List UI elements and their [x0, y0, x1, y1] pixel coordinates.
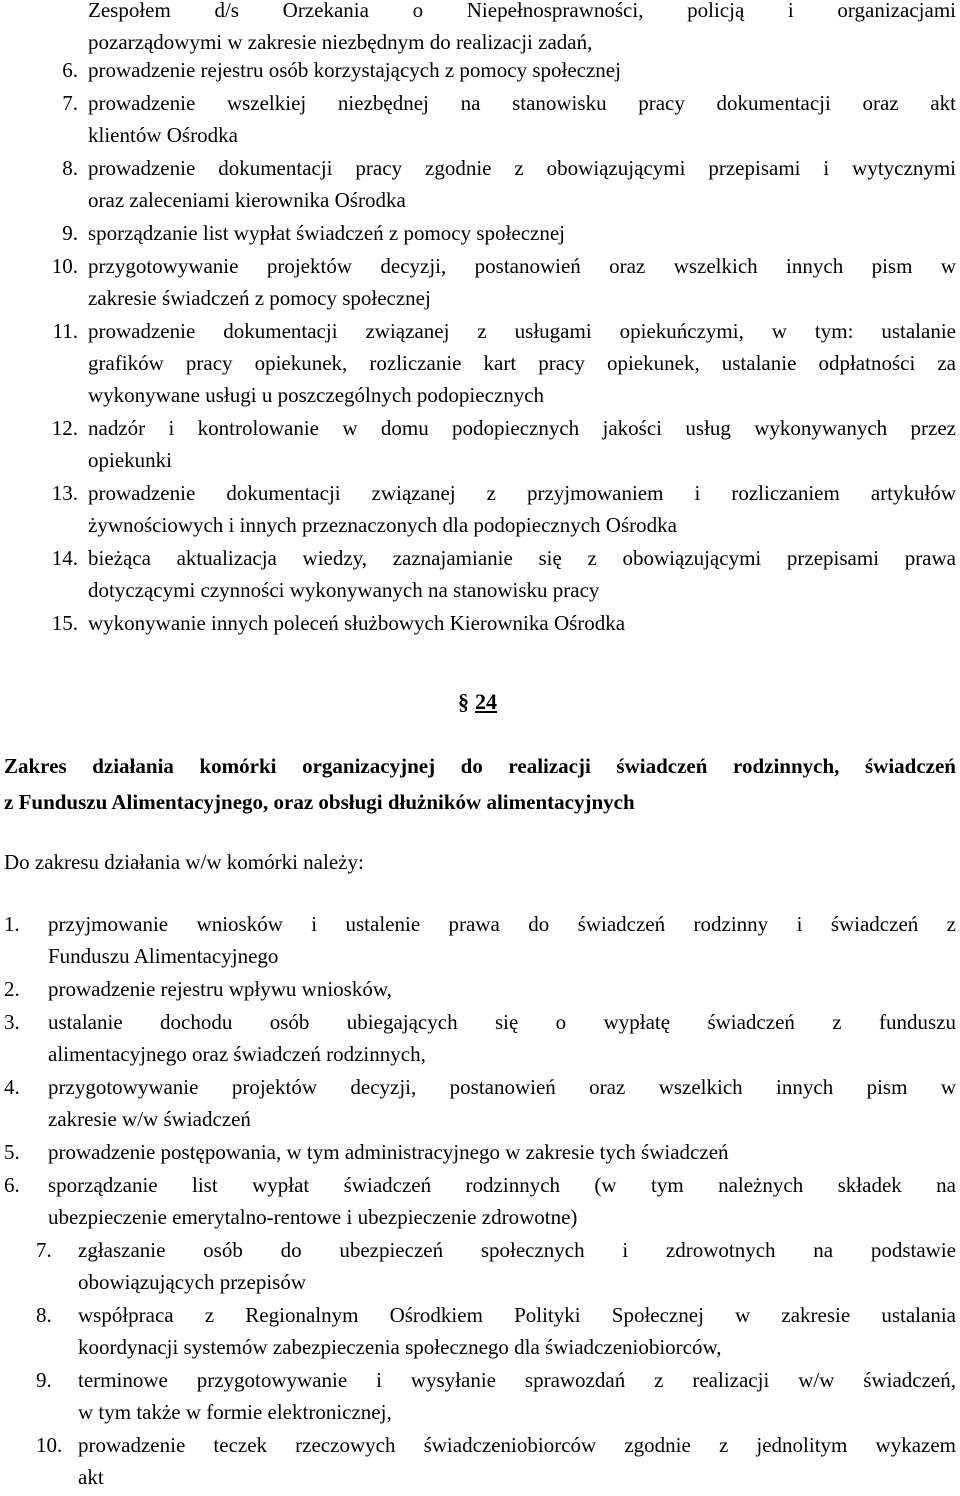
- list-item-line: sporządzanie list wypłat świadczeń z pomocy społecznej: [88, 221, 565, 245]
- list-item: [4, 1234, 956, 1298]
- intro-text: Do zakresu działania w/w komórki należy:: [4, 850, 364, 874]
- continuation-line: pozarządowymi w zakresie niezbędnym do realizacji zadań,: [88, 30, 593, 54]
- list-item-number-text: 4.: [4, 1075, 20, 1099]
- heading-line: Zakres działania komórki organizacyjnej do realizacji świadczeń rodzinnych, świadczeń: [4, 754, 956, 778]
- list-item-line: nadzór i kontrolowanie w domu podopiecznych jakości usług wykonywanych przez: [88, 416, 956, 440]
- list-item: [0, 315, 956, 411]
- list-item-text: [80, 217, 956, 249]
- list-item: [0, 412, 956, 476]
- list-item-number-text: 6.: [62, 58, 78, 82]
- continuation-paragraph: [88, 0, 956, 58]
- list-item-text: [80, 477, 956, 541]
- list-item: [0, 250, 956, 314]
- list-item-number-text: 2.: [4, 977, 20, 1001]
- list-item-line: bieżąca aktualizacja wiedzy, zaznajamianie się z obowiązującymi przepisami prawa: [88, 546, 956, 570]
- list-item-number: [4, 973, 48, 1005]
- list-item-line: obowiązujących przepisów: [78, 1270, 306, 1294]
- list-item-line: grafików pracy opiekunek, rozliczanie kart pracy opiekunek, ustalanie odpłatności za: [88, 351, 956, 375]
- list-item-line: zakresie świadczeń z pomocy społecznej: [88, 286, 431, 310]
- list-item: [0, 54, 956, 86]
- list-item-line: prowadzenie rejestru osób korzystających z pomocy społecznej: [88, 58, 621, 82]
- list-item-text: [80, 152, 956, 216]
- list-item-number: [4, 908, 48, 972]
- list-item-line: w tym także w formie elektronicznej,: [78, 1400, 392, 1424]
- list-item: [4, 908, 956, 972]
- list-item-text: [78, 1299, 956, 1363]
- list-item-line: sporządzanie list wypłat świadczeń rodzinnych (w tym należnych składek na: [48, 1173, 956, 1197]
- list-item-line: prowadzenie rejestru wpływu wniosków,: [48, 977, 392, 1001]
- list-item-number-text: 10.: [51, 254, 78, 278]
- list-item-text: [78, 1234, 956, 1298]
- list-item-text: [80, 412, 956, 476]
- list-item-number: [4, 1006, 48, 1070]
- list-item-line: terminowe przygotowywanie i wysyłanie sprawozdań z realizacji w/w świadczeń,: [78, 1368, 956, 1392]
- list-item: [0, 217, 956, 249]
- list-item-number-text: 5.: [4, 1140, 20, 1164]
- list-item-text: [80, 54, 956, 86]
- list-item-line: prowadzenie dokumentacji związanej z usługami opiekuńczymi, w tym: ustalanie: [88, 319, 956, 343]
- list-item-line: żywnościowych i innych przeznaczonych dla podopiecznych Ośrodka: [88, 513, 677, 537]
- list-item-line: zakresie w/w świadczeń: [48, 1107, 251, 1131]
- list-item-text: [78, 1429, 956, 1493]
- list-item: [0, 152, 956, 216]
- list-item: [4, 1299, 956, 1363]
- list-item-line: ubezpieczenie emerytalno-rentowe i ubezpieczenie zdrowotne): [48, 1205, 578, 1229]
- list-item-number-text: 12.: [51, 416, 78, 440]
- list-item-text: [80, 250, 956, 314]
- continuation-line: Zespołem d/s Orzekania o Niepełnosprawności, policją i organizacjami: [88, 0, 956, 22]
- list-item-line: akt: [78, 1465, 104, 1489]
- list-item-line: przygotowywanie projektów decyzji, postanowień oraz wszelkich innych pism w: [48, 1075, 956, 1099]
- list-item-number: [36, 1234, 78, 1298]
- list-item-line: alimentacyjnego oraz świadczeń rodzinnych,: [48, 1042, 426, 1066]
- list-item-text: [48, 1071, 956, 1135]
- list-item: [4, 1006, 956, 1070]
- list-item-number-text: 1.: [4, 912, 20, 936]
- list-item-number-text: 8.: [62, 156, 78, 180]
- list-item: [0, 477, 956, 541]
- list-item-line: oraz zaleceniami kierownika Ośrodka: [88, 188, 406, 212]
- list-item: [4, 1429, 956, 1493]
- list-item-line: prowadzenie dokumentacji związanej z przyjmowaniem i rozliczaniem artykułów: [88, 481, 956, 505]
- list-item-text: [48, 1169, 956, 1233]
- list-item-number-text: 8.: [36, 1303, 52, 1327]
- list-item-number-text: 6.: [4, 1173, 20, 1197]
- list-item: [0, 542, 956, 606]
- section-number: 24: [475, 689, 497, 714]
- list-item-line: wykonywanie innych poleceń służbowych Kierownika Ośrodka: [88, 611, 626, 635]
- list-item-text: [48, 973, 956, 1005]
- list-item-number: [4, 1136, 48, 1168]
- list-item-line: wykonywane usługi u poszczególnych podopiecznych: [88, 383, 545, 407]
- list-item-text: [48, 908, 956, 972]
- list-item-number: [36, 1299, 78, 1363]
- list-item-line: prowadzenie wszelkiej niezbędnej na stanowisku pracy dokumentacji oraz akt: [88, 91, 956, 115]
- list-item-number-text: 9.: [62, 221, 78, 245]
- list-item: [4, 1136, 956, 1168]
- list-item-text: [80, 542, 956, 606]
- list-item-number-text: 9.: [36, 1368, 52, 1392]
- list-item-text: [80, 87, 956, 151]
- list-item-text: [48, 1136, 956, 1168]
- section-marker: [458, 686, 497, 718]
- list-item-line: ustalanie dochodu osób ubiegających się o wypłatę świadczeń z funduszu: [48, 1010, 956, 1034]
- list-item: [4, 1364, 956, 1428]
- list-item: [4, 1169, 956, 1233]
- list-item-number: [4, 1071, 48, 1135]
- list-item-text: [78, 1364, 956, 1428]
- list-item-number-text: 3.: [4, 1010, 20, 1034]
- section-heading: [4, 748, 956, 820]
- section-symbol: §: [458, 689, 469, 714]
- list-item-text: [80, 315, 956, 411]
- list-item-number-text: 15.: [51, 611, 78, 635]
- list-item-number-text: 7.: [36, 1238, 52, 1262]
- list-item-line: przygotowywanie projektów decyzji, postanowień oraz wszelkich innych pism w: [88, 254, 956, 278]
- list-item-line: prowadzenie dokumentacji pracy zgodnie z obowiązującymi przepisami i wytycznymi: [88, 156, 956, 180]
- list-item-line: Funduszu Alimentacyjnego: [48, 944, 279, 968]
- list-item-line: prowadzenie teczek rzeczowych świadczeniobiorców zgodnie z jednolitym wykazem: [78, 1433, 956, 1457]
- list-item-line: koordynacji systemów zabezpieczenia społecznego dla świadczeniobiorców,: [78, 1335, 722, 1359]
- list-item-number-text: 10.: [36, 1433, 63, 1457]
- duties-list: [4, 908, 956, 1494]
- duties-list-continued: [0, 54, 960, 640]
- list-item-number: [4, 1169, 48, 1233]
- list-item-line: zgłaszanie osób do ubezpieczeń społecznych i zdrowotnych na podstawie: [78, 1238, 956, 1262]
- list-item-number-text: 14.: [51, 546, 78, 570]
- list-item-line: współpraca z Regionalnym Ośrodkiem Polityki Społecznej w zakresie ustalania: [78, 1303, 956, 1327]
- heading-line: z Funduszu Alimentacyjnego, oraz obsługi dłużników alimentacyjnych: [4, 790, 635, 814]
- list-item-text: [48, 1006, 956, 1070]
- list-item-number-text: 11.: [52, 319, 78, 343]
- list-item-line: klientów Ośrodka: [88, 123, 238, 147]
- list-item-number-text: 7.: [62, 91, 78, 115]
- list-item-number: [36, 1364, 78, 1428]
- list-item-number: [36, 1429, 78, 1493]
- list-item-line: dotyczącymi czynności wykonywanych na stanowisku pracy: [88, 578, 600, 602]
- list-item-line: przyjmowanie wniosków i ustalenie prawa do świadczeń rodzinny i świadczeń z: [48, 912, 956, 936]
- list-item-text: [80, 607, 956, 639]
- list-item-line: prowadzenie postępowania, w tym administracyjnego w zakresie tych świadczeń: [48, 1140, 729, 1164]
- list-item: [0, 87, 956, 151]
- list-item: [4, 973, 956, 1005]
- list-item: [0, 607, 956, 639]
- list-item-number-text: 13.: [51, 481, 78, 505]
- list-item: [4, 1071, 956, 1135]
- list-item-line: opiekunki: [88, 448, 172, 472]
